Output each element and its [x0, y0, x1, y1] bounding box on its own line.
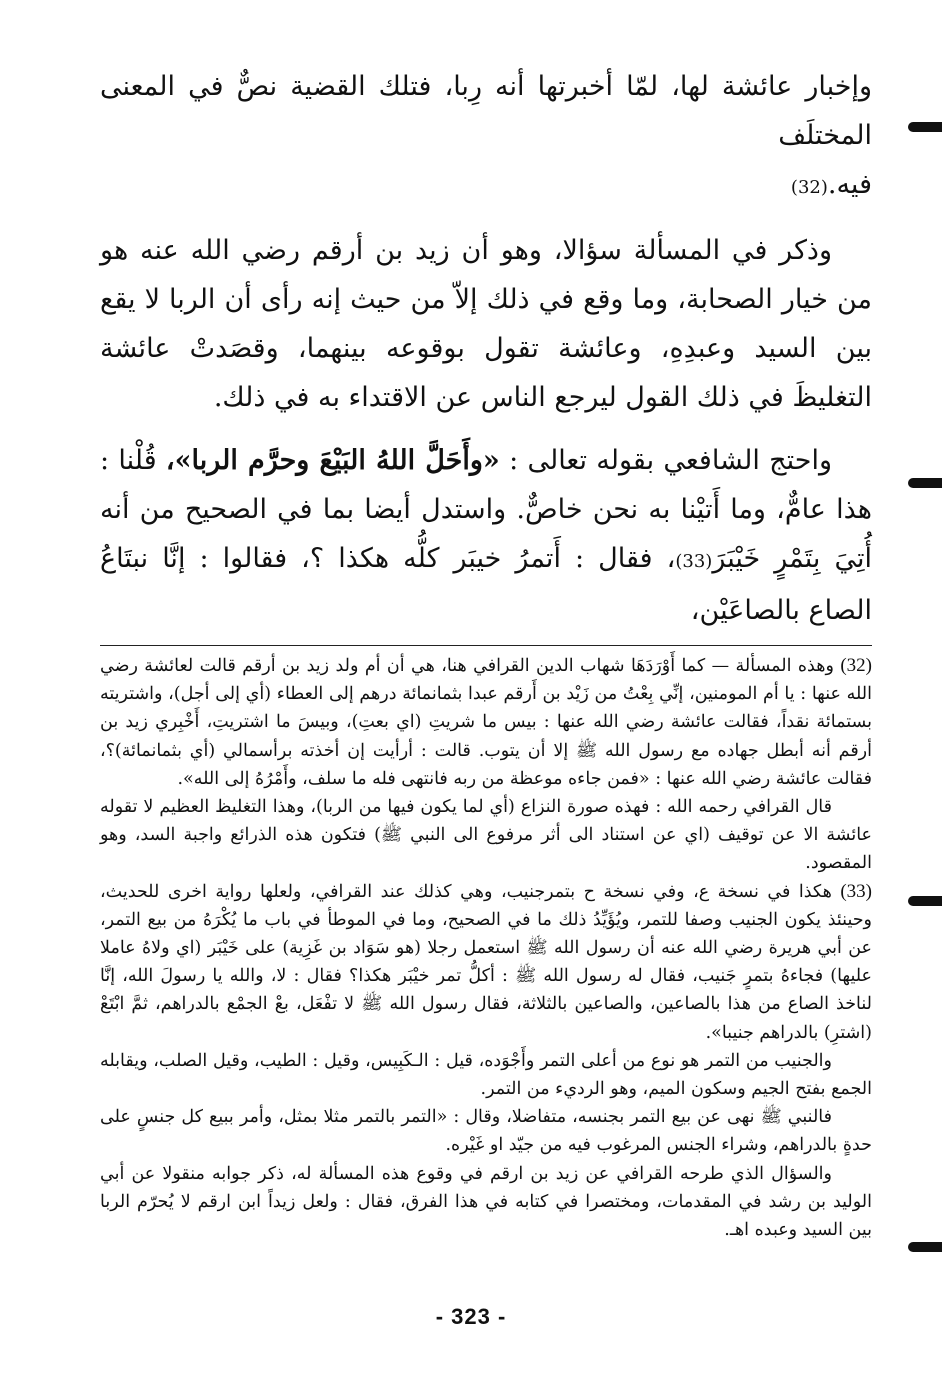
book-page [100, 62, 872, 1244]
footnote-number-32: (32) [840, 655, 872, 676]
scan-edge-mark [908, 122, 942, 132]
footnote-32-continued: قال القرافي رحمه الله : فهذه صورة النزاع (أي لما يكون فيها من الربا)، وهذا التغليظ العظيم لا تقوله عائشة الا عن توقيف (اي عن استناد الى أثر مرفوع الى النبي ﷺ) فتكون هذه الذرائع واجبة السد، وهو المقصود. [100, 797, 872, 874]
footnote-ref-33[interactable]: (33) [675, 551, 713, 572]
footnote-32 [100, 652, 872, 793]
footnote-32-text: وهذه المسألة — كما أَوْرَدَهَا شهاب الدين القرافي هنا، هي أن أم ولد زيد بن أرقم قالت لعائشة رضي الله عنها : يا أم المومنين، إنِّي بِعْتُ من زَيْد بن أَرقم عبدا بثمانمائة درهم إلى العطاء (أي إلى أجل)، واشتريته بستمائة نقداً، فقالت عائشة رضي الله عنها : بيس ما شريتِ (اي بعتِ)، وبيسَ ما اشتريتِ، أَخْبِري زيد بن أرقم أنه أبطل جهاده مع رسول الله ﷺ إلا أن يتوب. قالت : أرأيت إن أخذته برأسمالي (أي بثمانمائة)؟، فقالت عائشة رضي الله عنها : «فمن جاءه موعظة من ربه فانتهى فله ما سلف، وأَمْرُهُ إلى الله». [100, 656, 872, 789]
scan-edge-mark [908, 1242, 942, 1252]
scan-edge-mark [908, 478, 942, 488]
paragraph-1-line-2: فيه. [827, 169, 872, 200]
paragraph-1-line-1: وإخبار عائشة لها، لمّا أخبرتها أنه رِبا، فتلك القضية نصٌّ في المعنى المختلَف [100, 71, 872, 151]
footnote-33-continued-3: والسؤال الذي طرحه القرافي عن زيد بن ارقم في وقوع هذه المسألة له، ذكر جوابه منقولا عن أبي الوليد بن رشد في المقدمات، ومختصرا في كتابه في هذا الفرق، فقال : ولعل زيداً ابن ارقم لا يُحرّم الربا بين السيد وعبده اهـ. [100, 1163, 872, 1241]
paragraph-2: وذكر في المسألة سؤالا، وهو أن زيد بن أرقم رضي الله عنه هو من خيار الصحابة، وما وقع في ذلك إلاّ من حيث إنه رأى أن الربا لا يقع بين السيد وعبدِهِ، وعائشة تقول بوقوعه بينهما، وقصَدتْ عائشة التغليظَ في ذلك القول ليرجع الناس عن الاقتداء به في ذلك. [100, 235, 872, 413]
main-text [100, 62, 872, 635]
paragraph-3-text-a: واحتج الشافعي بقوله تعالى : [499, 445, 832, 476]
quran-quote: «وأَحَلَّ اللهُ البَيْعَ وحرَّم الربا»، [165, 445, 500, 476]
footnote-33-continued-2: فالنبي ﷺ نهى عن بيع التمر بجنسه، متفاضلا، وقال : «التمر بالتمر مثلا بمثل، وأمر ببيع كل جنسٍ على حدةٍ بالدراهم، وشراء الجنس المرغوب فيه من جيّد او غَيْره. [100, 1107, 872, 1156]
paragraph-3 [100, 436, 872, 635]
footnote-33 [100, 878, 872, 1047]
footnote-number-33: (33) [840, 880, 872, 902]
paragraph-3-text-c: ، فقال : أَتمرُ خيبَر كلُّه هكذا ؟، فقالوا : إنَّا نبتَاعُ الصاع بالصاعَيْن، [100, 543, 872, 626]
footnote-ref-32[interactable]: (32) [790, 177, 828, 198]
footnote-33-text: هكذا في نسخة ع، وفي نسخة ح بتمرجنيب، وهي كذلك عند القرافي، ولعلها رواية اخرى للحديث، وحينئذ يكون الجنيب وصفا للتمر، ويُؤَيِّدُ ذلك ما في الصحيح، وما في الموطأ في باب ما يُكْرَهُ من بيع التمر، عن أبي هريرة رضي الله عنه أن رسول الله ﷺ استعمل رجلا (هو سَوَاد بن غَزِية) على خَيْبَر (اي ولاهُ عاملا عليها) فجاءهُ بتمرٍ جَنيب، فقال له رسول الله ﷺ : أكلُّ تمر خيْبَر هكذا؟ فقال : لا، والله يا رسولَ الله، إنَّا لناخذ الصاع من هذا بالصاعين، والصاعين بالثلاثة، فقال رسول الله ﷺ لا تفْعَل، بعْ الجمْع بالدراهم، ثمَّ ابْتَعْ (اشترِ) بالدراهم جنيبا». [100, 881, 872, 1043]
footnote-33-continued-1: والجنيب من التمر هو نوع من أعلى التمر وأَجْوَده، قيل : الـكَبِيس، وقيل : الطيب، وقيل الصلب، ويقابله الجمع بفتح الجيم وسكون الميم، وهو الرديء من التمر. [100, 1050, 872, 1100]
footnotes [100, 652, 872, 1244]
paragraph-1 [100, 62, 872, 212]
scan-edge-mark [908, 896, 942, 906]
footnote-separator [100, 645, 872, 646]
paragraph-3-text-b: قُلْنا : هذا عامٌّ، وما أَتيْنا به نحن خاصٌّ. واستدل أيضا بما في الصحيح من أنه أُتِيَ بِتَمْرٍ خَيْبَرَ [100, 445, 872, 574]
page-number: - 323 - [435, 1304, 507, 1329]
